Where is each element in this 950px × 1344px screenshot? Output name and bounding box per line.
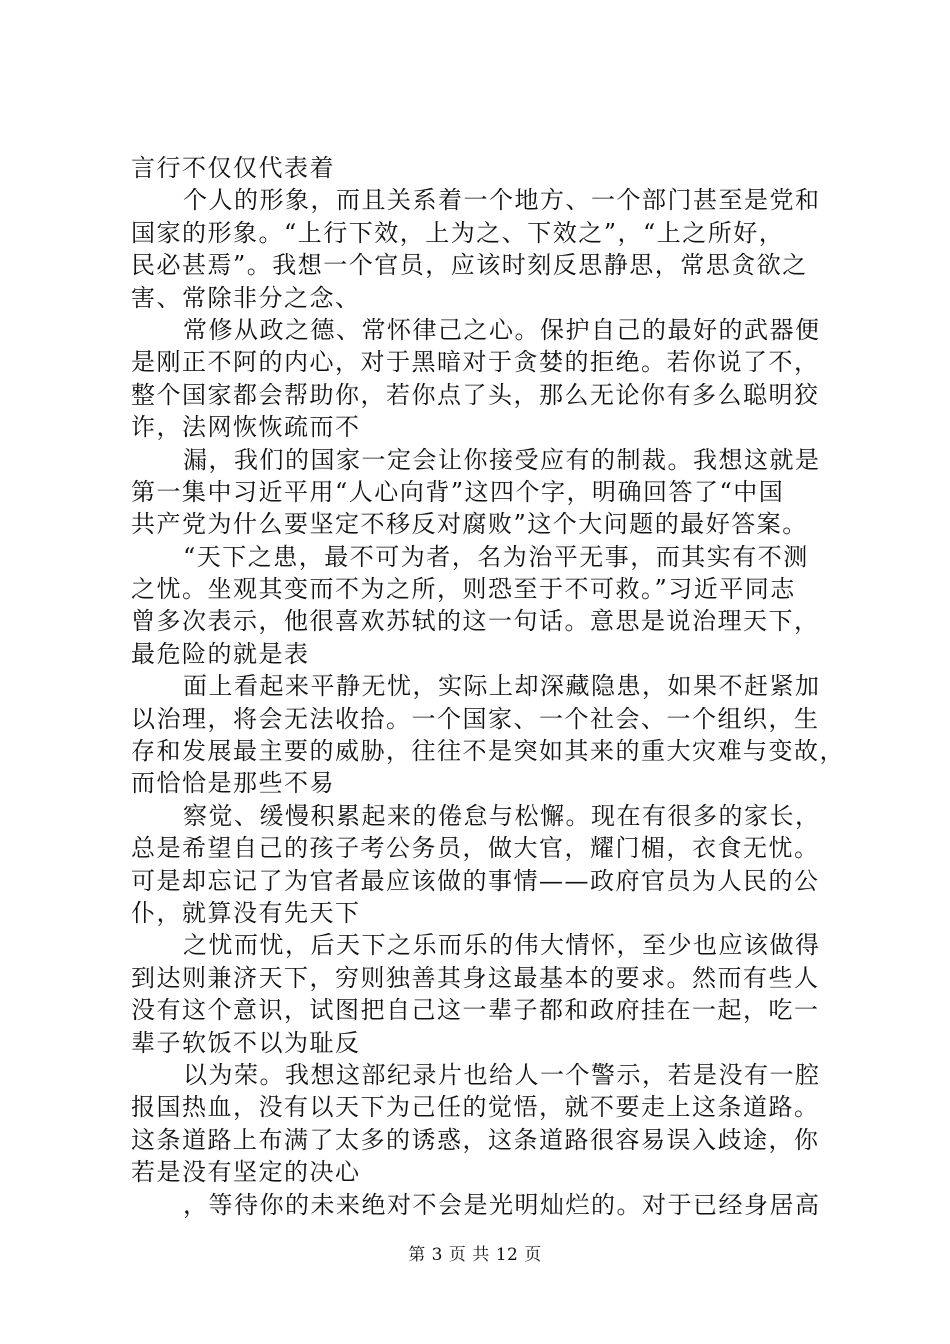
text-line: 没有这个意识，试图把自己这一辈子都和政府挂在一起，吃一 (131, 996, 820, 1025)
text-line: 到达则兼济天下，穷则独善其身这最基本的要求。然而有些人 (131, 963, 820, 992)
text-line: 最危险的就是表 (131, 639, 310, 668)
text-line: 个人的形象，而且关系着一个地方、一个部门甚至是党和 (183, 186, 821, 215)
text-line: 若是没有坚定的决心 (131, 1158, 361, 1187)
text-line: 仆，就算没有先天下 (131, 898, 361, 927)
text-line: 存和发展最主要的威胁，往往不是突如其来的重大灾难与变故， (131, 737, 845, 766)
text-line: 害、常除非分之念、 (131, 283, 361, 312)
text-line: 第一集中习近平用“人心向背”这四个字，明确回答了“中国 (131, 477, 785, 506)
page-footer: 第 3 页 共 12 页 (408, 1245, 542, 1265)
text-line: “天下之患，最不可为者，名为治平无事，而其实有不测 (183, 542, 809, 571)
text-line: 而恰恰是那些不易 (131, 769, 335, 798)
text-line: 言行不仅仅代表着 (131, 154, 335, 182)
text-line: 整个国家都会帮助你，若你点了头，那么无论你有多么聪明狡 (131, 380, 820, 409)
text-line: 总是希望自己的孩子考公务员，做大官，耀门楣，衣食无忧。 (131, 834, 820, 863)
text-line: 之忧而忧，后天下之乐而乐的伟大情怀，至少也应该做得 (183, 931, 821, 960)
text-line: 这条道路上布满了太多的诱惑，这条道路很容易误入歧途，你 (131, 1125, 820, 1154)
text-line: 漏，我们的国家一定会让你接受应有的制裁。我想这就是 (183, 445, 821, 474)
text-line: 国家的形象。“上行下效，上为之、下效之”，“上之所好， (131, 218, 785, 247)
text-line: 以治理，将会无法收拾。一个国家、一个社会、一个组织，生 (131, 704, 820, 733)
text-line: 共产党为什么要坚定不移反对腐败”这个大问题的最好答案。 (131, 510, 808, 539)
text-line: 面上看起来平静无忧，实际上却深藏隐患，如果不赶紧加 (183, 672, 821, 701)
text-line: 报国热血，没有以天下为己任的觉悟，就不要走上这条道路。 (131, 1093, 820, 1122)
text-line: 可是却忘记了为官者最应该做的事情——政府官员为人民的公 (131, 866, 820, 895)
text-line: 曾多次表示，他很喜欢苏轼的这一句话。意思是说治理天下， (131, 607, 820, 636)
text-line: 诈，法网恢恢疏而不 (131, 413, 361, 442)
body-text (131, 152, 845, 1221)
text-line: 以为荣。我想这部纪录片也给人一个警示，若是没有一腔 (183, 1060, 821, 1089)
text-line: 辈子软饭不以为耻反 (131, 1028, 361, 1057)
text-line: 是刚正不阿的内心，对于黑暗对于贪婪的拒绝。若你说了不， (131, 348, 820, 377)
text-line: ，等待你的未来绝对不会是光明灿烂的。对于已经身居高 (183, 1190, 821, 1219)
text-line: 常修从政之德、常怀律己之心。保护自己的最好的武器便 (183, 315, 821, 344)
text-line: 察觉、缓慢积累起来的倦怠与松懈。现在有很多的家长， (183, 801, 821, 830)
text-line: 之忧。坐观其变而不为之所，则恐至于不可救。”习近平同志 (131, 575, 796, 604)
text-line: 民必甚焉”。我想一个官员，应该时刻反思静思，常思贪欲之 (131, 251, 808, 280)
